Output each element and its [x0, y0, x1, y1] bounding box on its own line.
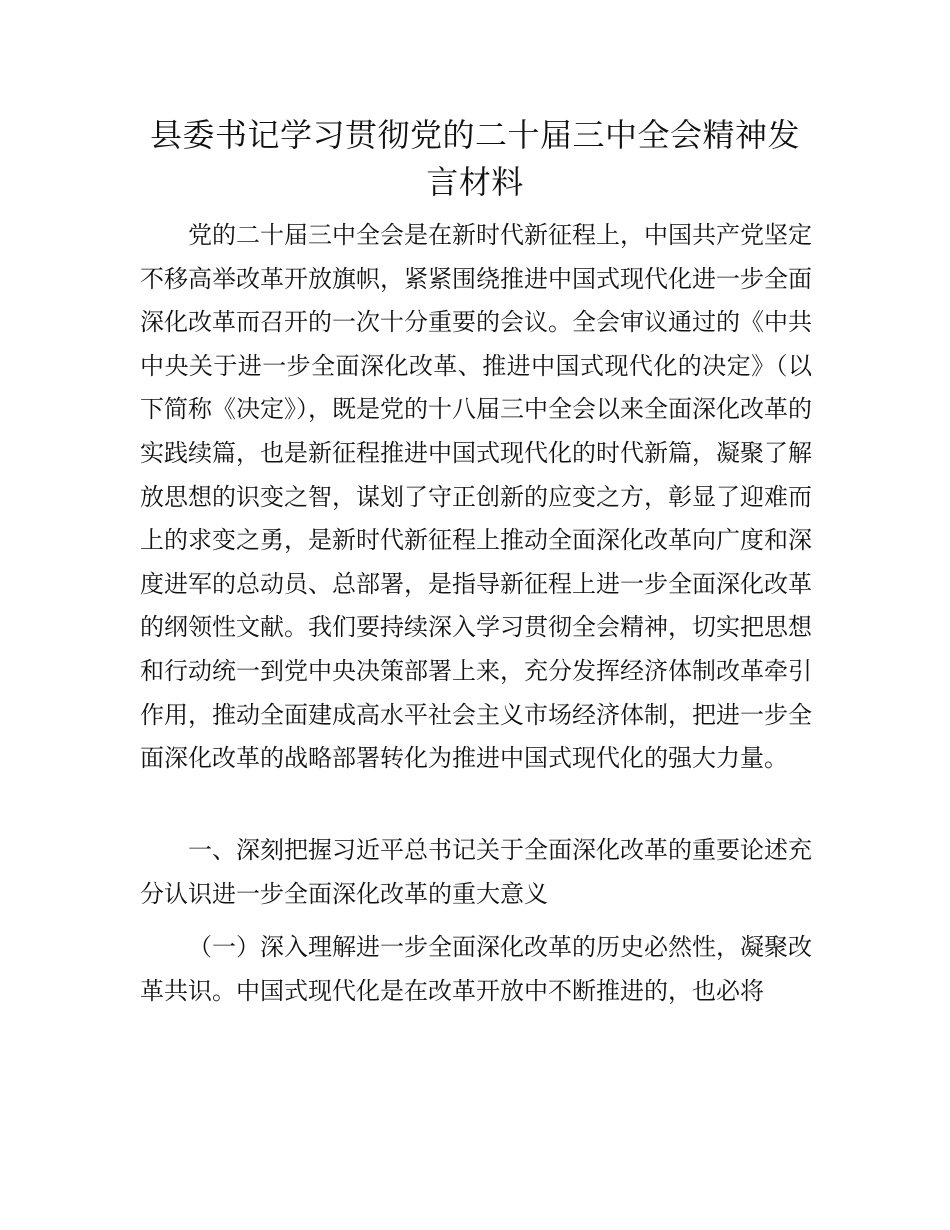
document-title: 县委书记学习贯彻党的二十届三中全会精神发言材料	[149, 116, 800, 201]
subsection-paragraph-1: （一）深入理解进一步全面深化改革的历史必然性，凝聚改革共识。中国式现代化是在改革开放中不断推进的，也必将	[140, 933, 812, 1005]
section-heading-1: 一、深刻把握习近平总书记关于全面深化改革的重要论述充分认识进一步全面深化改革的重大意义	[140, 836, 812, 908]
intro-paragraph: 党的二十届三中全会是在新时代新征程上，中国共产党坚定不移高举改革开放旗帜，紧紧围绕推进中国式现代化进一步全面深化改革而召开的一次十分重要的会议。全会审议通过的《中共中央关于进一步全面深化改革、推进中国式现代化的决定》（以下简称《决定》），既是党的十八届三中全会以来全面深化改革的实践续篇，也是新征程推进中国式现代化的时代新篇，凝聚了解放思想的识变之智，谋划了守正创新的应变之方，彰显了迎难而上的求变之勇，是新时代新征程上推动全面深化改革向广度和深度进军的总动员、总部署，是指导新征程上进一步全面深化改革的纲领性文献。我们要持续深入学习贯彻全会精神，切实把思想和行动统一到党中央决策部署上来，充分发挥经济体制改革牵引作用，推动全面建成高水平社会主义市场经济体制，把进一步全面深化改革的战略部署转化为推进中国式现代化的强大力量。	[140, 221, 812, 773]
